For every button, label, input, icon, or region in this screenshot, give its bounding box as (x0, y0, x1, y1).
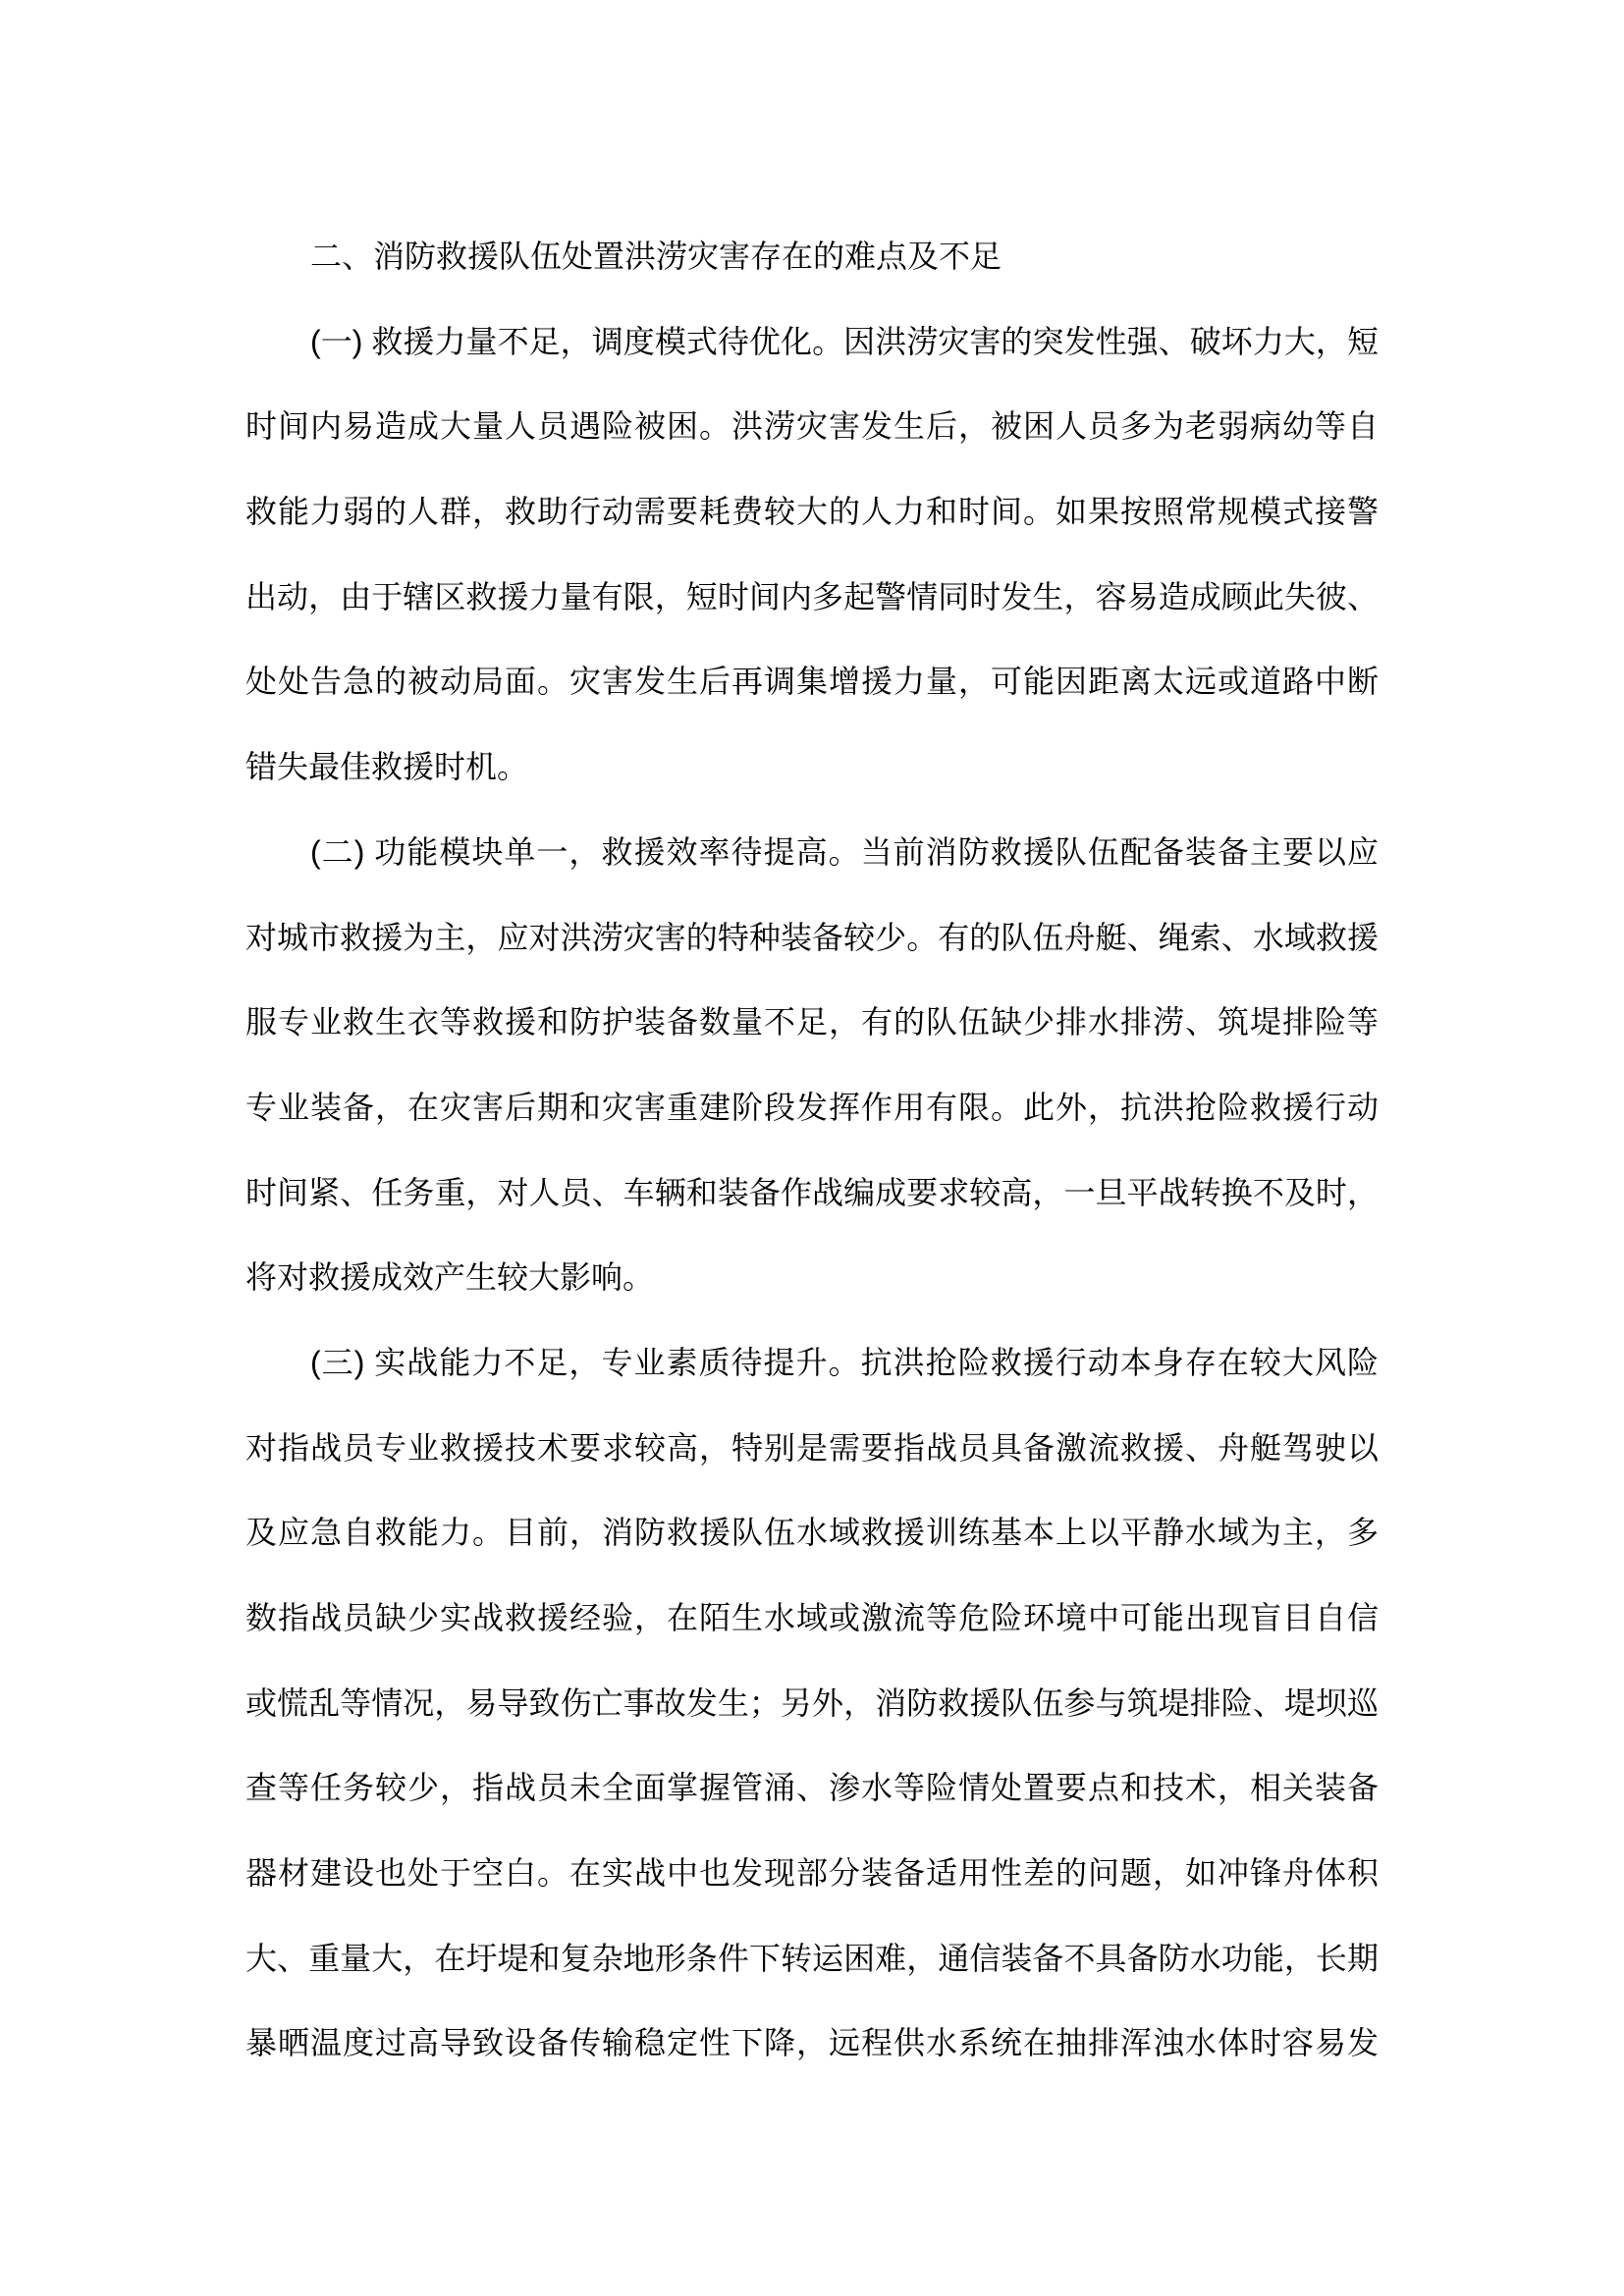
text-line: 将对救援成效产生较大影响。 (245, 1259, 655, 1296)
text-line: 出动，由于辖区救援力量有限，短时间内多起警情同时发生，容易造成顾此失彼、 (245, 578, 1379, 614)
text-line: (一) 救援力量不足，调度模式待优化。因洪涝灾害的突发性强、破坏力大，短 (310, 323, 1379, 359)
text-line: 及应急自救能力。目前，消防救援队伍水域救援训练基本上以平静水域为主，多 (245, 1515, 1379, 1551)
text-line: 错失最佳救援时机。 (245, 749, 529, 785)
document-body (245, 214, 1379, 2086)
text-line: 服专业救生衣等救援和防护装备数量不足，有的队伍缺少排水排涝、筑堤排险等 (245, 1004, 1379, 1041)
text-line: 处处告急的被动局面。灾害发生后再调集增援力量，可能因距离太远或道路中断 (245, 664, 1379, 700)
text-line: 数指战员缺少实战救援经验，在陌生水域或激流等危险环境中可能出现盲目自信 (245, 1600, 1379, 1635)
text-line: 时间内易造成大量人员遇险被困。洪涝灾害发生后，被困人员多为老弱病幼等自 (245, 408, 1379, 445)
text-line: (二) 功能模块单一，救援效率待提高。当前消防救援队伍配备装备主要以应 (310, 833, 1379, 870)
text-line: (三) 实战能力不足，专业素质待提升。抗洪抢险救援行动本身存在较大风险 (310, 1344, 1379, 1380)
text-line: 暴晒温度过高导致设备传输稳定性下降，远程供水系统在抽排浑浊水体时容易发 (245, 2025, 1379, 2061)
text-line: 或慌乱等情况，易导致伤亡事故发生；另外，消防救援队伍参与筑堤排险、堤坝巡 (245, 1684, 1379, 1721)
section-heading: 二、消防救援队伍处置洪涝灾害存在的难点及不足 (310, 239, 1002, 274)
text-line: 救能力弱的人群，救助行动需要耗费较大的人力和时间。如果按照常规模式接警 (245, 494, 1379, 530)
text-line: 查等任务较少，指战员未全面掌握管涌、渗水等险情处置要点和技术，相关装备 (245, 1770, 1379, 1806)
text-line: 对指战员专业救援技术要求较高，特别是需要指战员具备激流救援、舟艇驾驶以 (245, 1429, 1379, 1466)
text-line: 专业装备，在灾害后期和灾害重建阶段发挥作用有限。此外，抗洪抢险救援行动 (245, 1089, 1379, 1125)
text-line: 大、重量大，在圩堤和复杂地形条件下转运困难，通信装备不具备防水功能，长期 (245, 1940, 1379, 1976)
text-line: 对城市救援为主，应对洪涝灾害的特种装备较少。有的队伍舟艇、绳索、水域救援 (245, 919, 1379, 955)
text-line: 器材建设也处于空白。在实战中也发现部分装备适用性差的问题，如冲锋舟体积 (245, 1855, 1379, 1892)
text-line: 时间紧、任务重，对人员、车辆和装备作战编成要求较高，一旦平战转换不及时， (245, 1174, 1379, 1210)
